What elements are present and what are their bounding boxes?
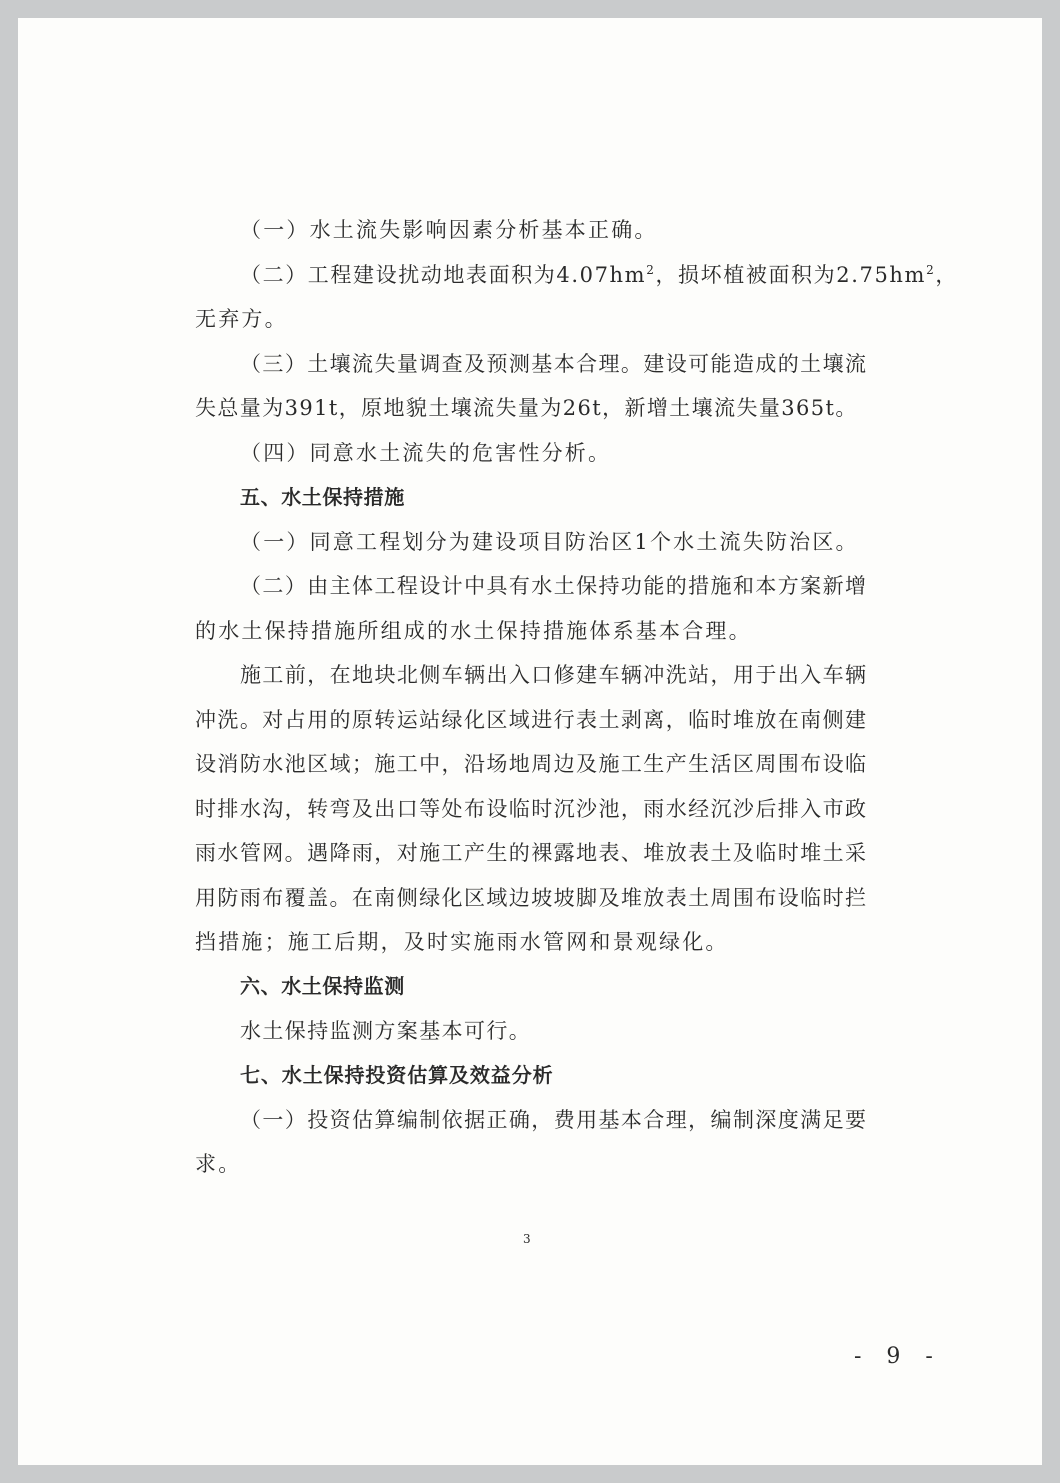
- paragraph-line: （一）投资估算编制依据正确，费用基本合理，编制深度满足要: [240, 1108, 866, 1132]
- paragraph-line: （二）由主体工程设计中具有水土保持功能的措施和本方案新增: [240, 574, 866, 598]
- superscript: 2: [926, 263, 936, 277]
- superscript: 2: [646, 263, 656, 277]
- section-heading: 五、水土保持措施: [240, 485, 405, 509]
- paragraph-line: 时排水沟，转弯及出口等处布设临时沉沙池，雨水经沉沙后排入市政: [195, 797, 866, 821]
- paragraph-line: 挡措施；施工后期，及时实施雨水管网和景观绿化。: [195, 930, 729, 954]
- paragraph-line: 冲洗。对占用的原转运站绿化区域进行表土剥离，临时堆放在南侧建: [195, 708, 866, 732]
- paragraph-line: 施工前，在地块北侧车辆出入口修建车辆冲洗站，用于出入车辆: [240, 663, 866, 687]
- paragraph-line: 水土保持监测方案基本可行。: [240, 1019, 532, 1043]
- inner-page-number: 3: [523, 1232, 531, 1246]
- paragraph-line: 用防雨布覆盖。在南侧绿化区域边坡坡脚及堆放表土周围布设临时拦: [195, 886, 866, 910]
- paragraph-line: 设消防水池区域；施工中，沿场地周边及施工生产生活区周围布设临: [195, 752, 866, 776]
- text-run: ，: [935, 263, 958, 287]
- section-heading: 六、水土保持监测: [240, 974, 405, 998]
- paragraph-line: 的水土保持措施所组成的水土保持措施体系基本合理。: [195, 619, 752, 643]
- outer-page-number: - 9 -: [854, 1344, 942, 1369]
- paragraph-line: （一）水土流失影响因素分析基本正确。: [240, 218, 658, 242]
- document-page: [18, 18, 1042, 1465]
- section-heading: 七、水土保持投资估算及效益分析: [240, 1063, 554, 1087]
- paragraph-line: （三）土壤流失量调查及预测基本合理。建设可能造成的土壤流: [240, 352, 866, 376]
- paragraph-line: 无弃方。: [195, 307, 288, 331]
- paragraph-line: （四）同意水土流失的危害性分析。: [240, 441, 612, 465]
- paragraph-line: 雨水管网。遇降雨，对施工产生的裸露地表、堆放表土及临时堆土采: [195, 841, 866, 865]
- paragraph-line: 失总量为391t，原地貌土壤流失量为26t，新增土壤流失量365t。: [195, 396, 858, 420]
- text-run: （二）工程建设扰动地表面积为4.07hm: [240, 263, 647, 287]
- paragraph-line: 求。: [195, 1152, 242, 1176]
- paragraph-line: [240, 260, 958, 290]
- text-run: ，损坏植被面积为2.75hm: [655, 263, 927, 287]
- paragraph-line: （一）同意工程划分为建设项目防治区1个水土流失防治区。: [240, 530, 859, 554]
